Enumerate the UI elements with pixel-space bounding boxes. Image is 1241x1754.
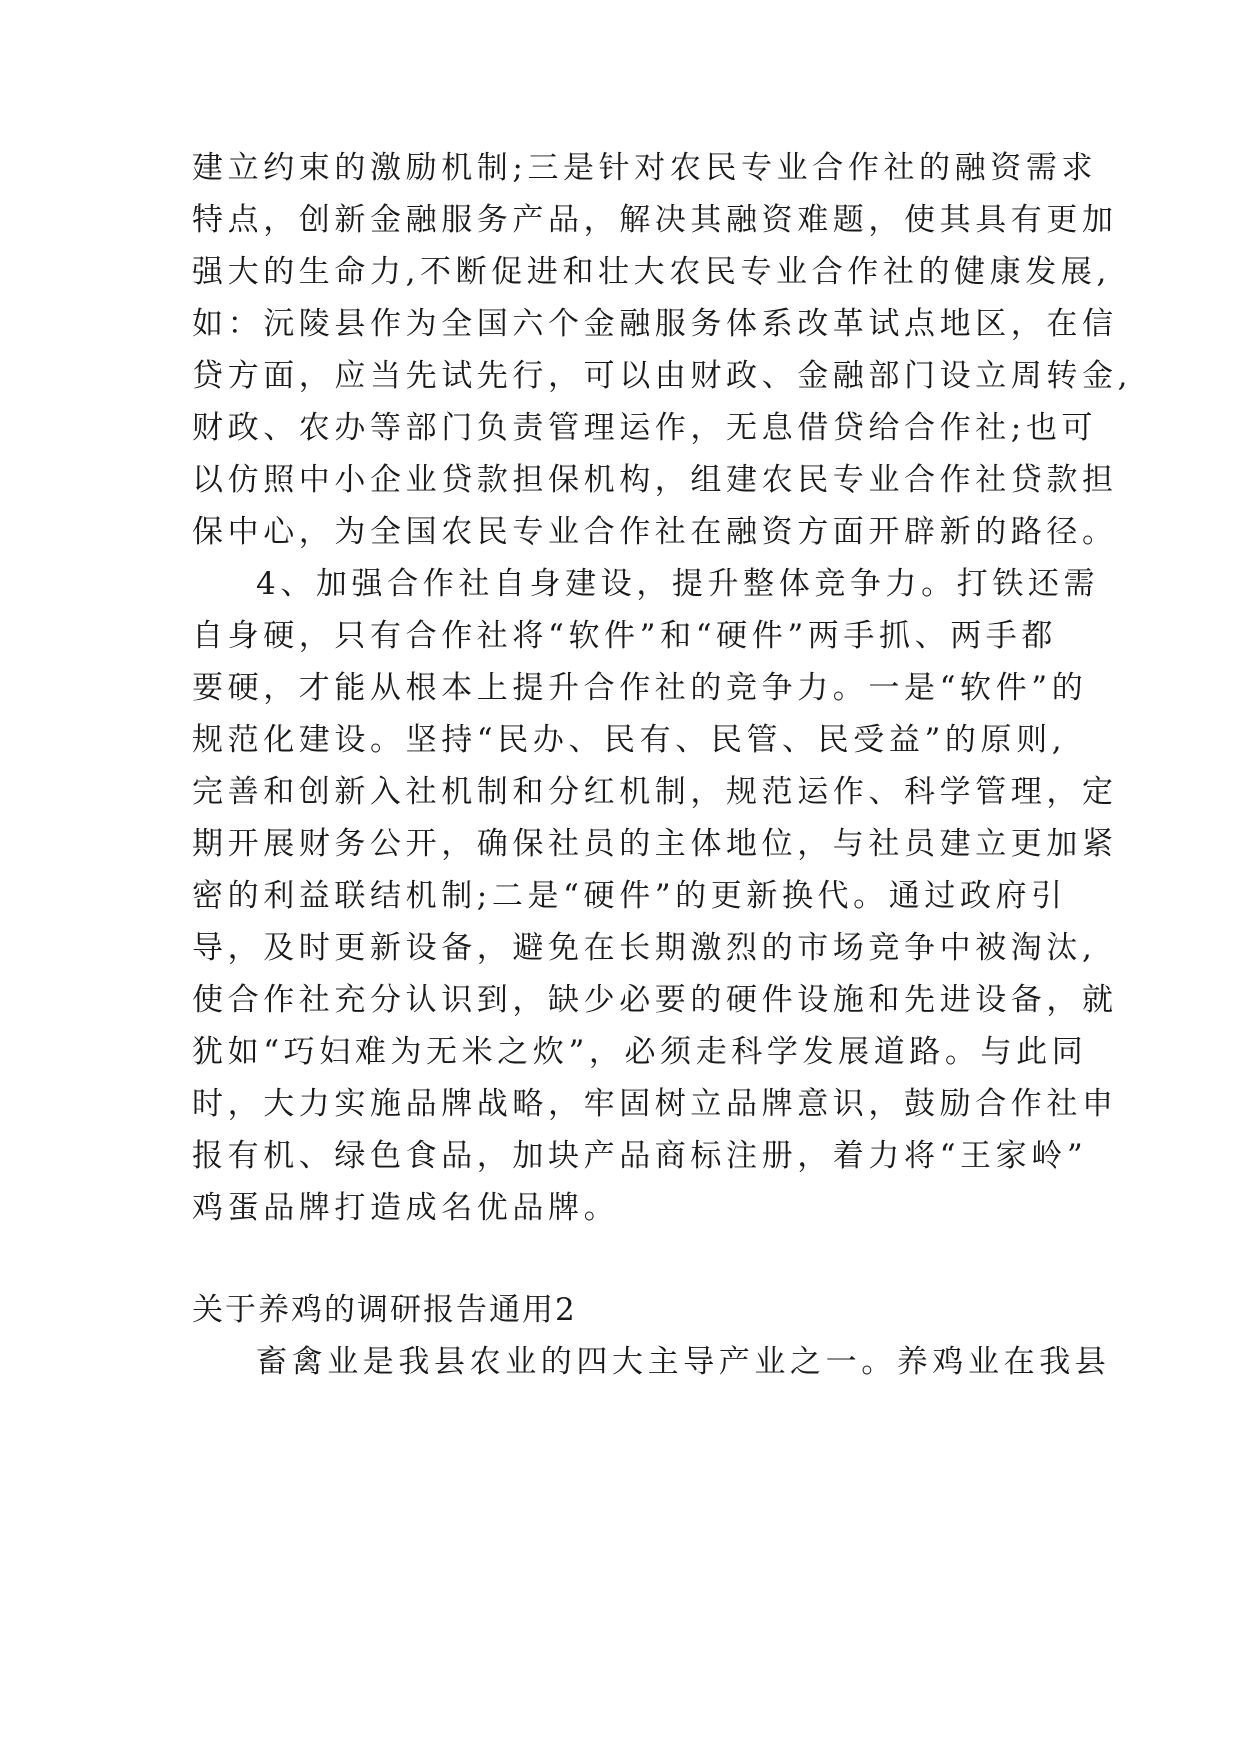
paragraph-line: 要硬，才能从根本上提升合作社的竞争力。一是“软件”的 — [192, 670, 1088, 706]
section-heading: 关于养鸡的调研报告通用2 — [192, 1292, 577, 1328]
paragraph-line: 强大的生命力,不断促进和壮大农民专业合作社的健康发展, — [192, 254, 1111, 290]
paragraph-line: 完善和创新入社机制和分红机制，规范运作、科学管理，定 — [192, 774, 1118, 810]
paragraph-line: 犹如“巧妇难为无米之炊”，必须走科学发展道路。与此同 — [192, 1034, 1088, 1070]
paragraph-line: 特点，创新金融服务产品，解决其融资难题，使其具有更加 — [192, 202, 1118, 238]
paragraph-line: 畜禽业是我县农业的四大主导产业之一。养鸡业在我县 — [256, 1344, 1111, 1380]
paragraph-line: 如：沅陵县作为全国六个金融服务体系改革试点地区，在信 — [192, 306, 1118, 342]
paragraph-line: 建立约束的激励机制;三是针对农民专业合作社的融资需求 — [192, 150, 1098, 186]
paragraph-line: 时，大力实施品牌战略，牢固树立品牌意识，鼓励合作社申 — [192, 1086, 1118, 1122]
paragraph-line: 密的利益联结机制;二是“硬件”的更新换代。通过政府引 — [192, 878, 1067, 914]
paragraph-line: 自身硬，只有合作社将“软件”和“硬件”两手抓、两手都 — [192, 618, 1057, 654]
paragraph-line: 以仿照中小企业贷款担保机构，组建农民专业合作社贷款担 — [192, 462, 1118, 498]
paragraph-line: 鸡蛋品牌打造成名优品牌。 — [192, 1190, 620, 1226]
paragraph-line: 报有机、绿色食品，加块产品商标注册，着力将“王家岭” — [192, 1138, 1088, 1174]
paragraph-line: 保中心，为全国农民专业合作社在融资方面开辟新的路径。 — [192, 514, 1118, 550]
paragraph-line: 使合作社充分认识到，缺少必要的硬件设施和先进设备，就 — [192, 982, 1118, 1018]
paragraph-line: 导，及时更新设备，避免在长期激烈的市场竞争中被淘汰, — [192, 930, 1097, 966]
paragraph-line: 期开展财务公开，确保社员的主体地位，与社员建立更加紧 — [192, 826, 1118, 862]
paragraph-line: 规范化建设。坚持“民办、民有、民管、民受益”的原则, — [192, 722, 1067, 758]
paragraph-line: 贷方面，应当先试先行，可以由财政、金融部门设立周转金, — [192, 358, 1133, 394]
paragraph-line: 财政、农办等部门负责管理运作，无息借贷给合作社;也可 — [192, 410, 1098, 446]
paragraph-line: 4、加强合作社自身建设，提升整体竞争力。打铁还需 — [256, 566, 1100, 602]
